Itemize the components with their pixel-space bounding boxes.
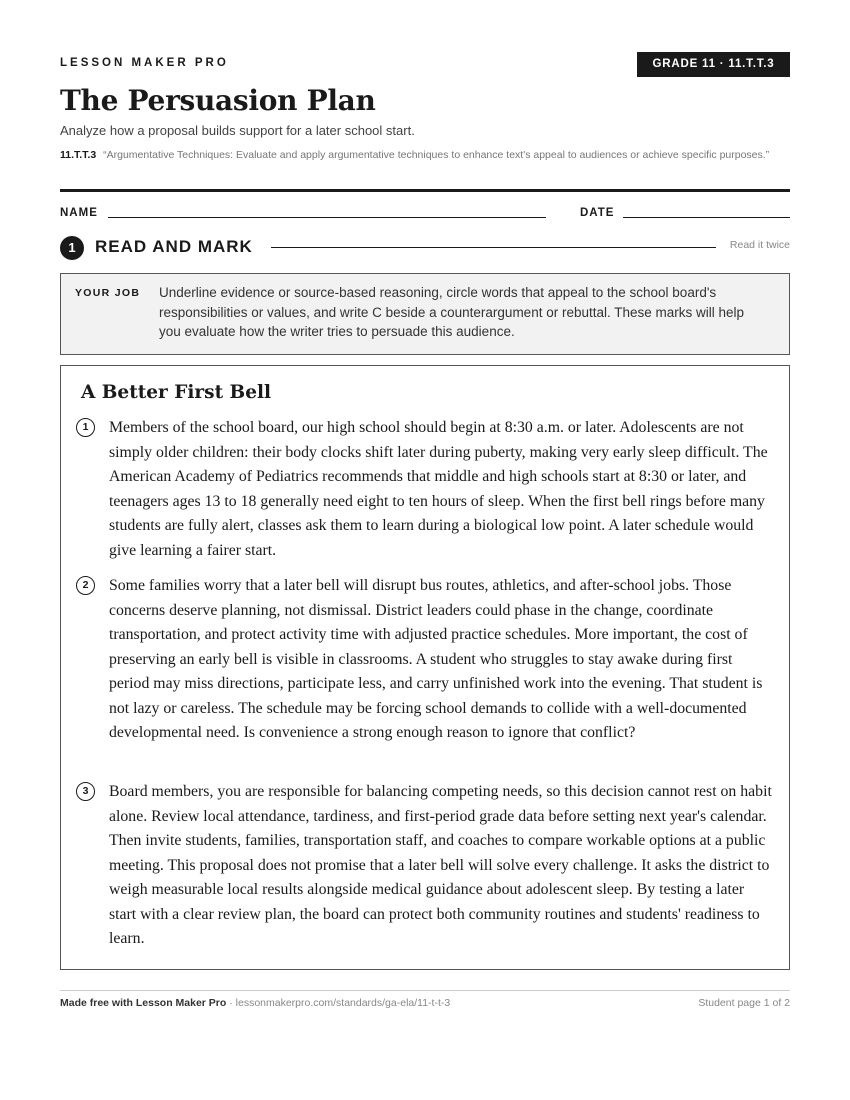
paragraph-number: 2 [76, 576, 95, 595]
standard-description [60, 148, 790, 163]
header-divider [60, 189, 790, 192]
standard-text: “Argumentative Techniques: Evaluate and apply argumentative techniques to enhance text's appeal to audiences or achieve specific purposes.” [103, 149, 770, 161]
brand-name: LESSON MAKER PRO [60, 57, 229, 69]
name-field[interactable] [108, 217, 546, 218]
section-number-badge: 1 [60, 236, 84, 260]
name-label: NAME [60, 207, 98, 219]
footer-made-with: Made free with Lesson Maker Pro [60, 997, 227, 1009]
page-title: The Persuasion Plan [60, 84, 376, 117]
instructions-box [60, 273, 790, 355]
reading-passage [60, 365, 790, 970]
passage-title: A Better First Bell [81, 382, 272, 403]
paragraph-number: 1 [76, 418, 95, 437]
section-divider [271, 247, 716, 248]
page-subtitle: Analyze how a proposal builds support for a later school start. [60, 123, 415, 138]
paragraph-text: Members of the school board, our high school should begin at 8:30 a.m. or later. Adolescents are not simply older children: their body clocks shift later during puberty, making very early sleep difficult. The American Academy of Pediatrics recommends that middle and high schools start at 8:30 or later, and teenagers ages 13 to 18 generally need eight to ten hours of sleep. When the first bell rings before many students are fully alert, classes ask them to learn during a biological low point. A later schedule would give learning a fairer start. [109, 419, 768, 559]
date-label: DATE [580, 207, 615, 219]
section-note: Read it twice [729, 239, 790, 251]
instructions-label: YOUR JOB [75, 287, 141, 299]
grade-badge: GRADE 11 · 11.T.T.3 [637, 52, 790, 77]
paragraph-text: Board members, you are responsible for balancing competing needs, so this decision cannot rest on habit alone. Review local attendance, tardiness, and first-period grade data before setting next year's calendar. Then invite students, families, transportation staff, and coaches to compare workable options at a public meeting. This proposal does not promise that a later bell will solve every challenge. It asks the district to weigh measurable local results alongside medical guidance about adolescent sleep. By testing a later start with a clear review plan, the board can protect both community routines and students' readiness to learn. [109, 783, 772, 947]
footer-page-number: Student page 1 of 2 [698, 997, 790, 1009]
section-title: READ AND MARK [95, 237, 253, 256]
paragraph-number: 3 [76, 782, 95, 801]
instructions-text: Underline evidence or source-based reasoning, circle words that appeal to the school board's responsibilities or values, and write C beside a counterargument or rebuttal. These marks will help you evaluate how the writer tries to persuade this audience. [159, 285, 745, 339]
footer-url[interactable]: lessonmakerpro.com/standards/ga-ela/11-t-t-3 [235, 997, 451, 1009]
footer-credit [60, 997, 450, 1009]
paragraph-text: Some families worry that a later bell will disrupt bus routes, athletics, and after-school jobs. Those concerns deserve planning, not dismissal. District leaders could phase in the change, coordinate transportation, and protect activity time with adjusted practice schedules. More important, the cost of preserving an early bell is visible in classrooms. A student who struggles to stay awake during first period may miss directions, participate less, and carry unfinished work into the evening. That student is not lazy or careless. The schedule may be forcing school demands to collide with a well-documented developmental need. Is convenience a strong enough reason to ignore that conflict? [109, 577, 763, 741]
standard-code: 11.T.T.3 [60, 149, 97, 161]
footer-divider [60, 990, 790, 991]
date-field[interactable] [623, 217, 790, 218]
footer-separator: · [226, 997, 236, 1009]
